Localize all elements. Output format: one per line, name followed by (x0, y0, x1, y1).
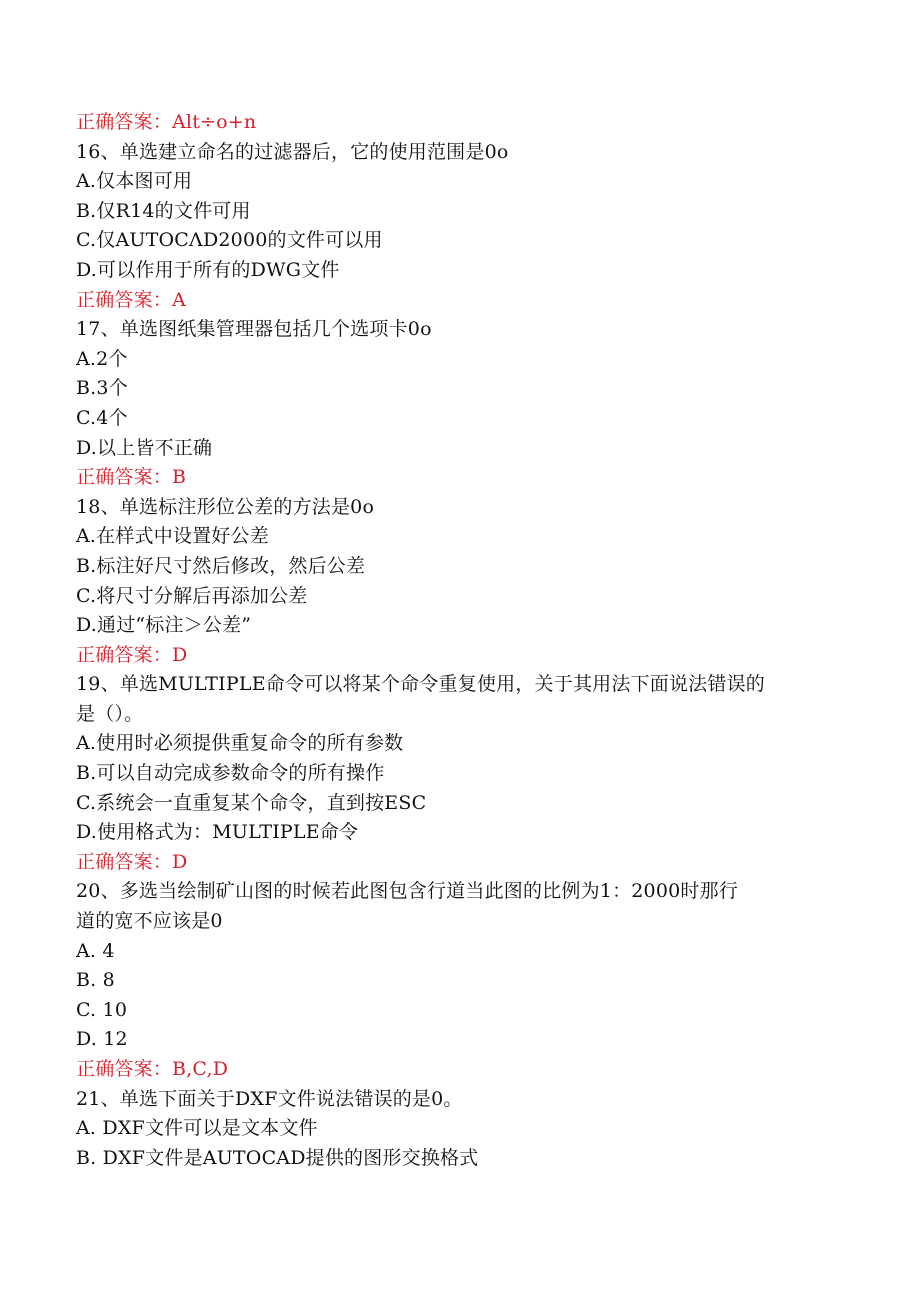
option-line: C.仅AUTOCΛD2000的文件可以用 (76, 229, 383, 252)
option-line: B.仅R14的文件可用 (76, 199, 251, 222)
answer-line: 正确答案：B (76, 466, 187, 489)
answer-line: 正确答案：A (76, 288, 186, 311)
question-line: 16、单选建立命名的过滤器后，它的使用范围是0o (76, 140, 509, 163)
option-line: B. DXF文件是AUTOCAD提供的图形交换格式 (76, 1146, 479, 1169)
option-line: A.使用时必须提供重复命令的所有参数 (76, 732, 404, 755)
option-line: C.将尺寸分解后再添加公差 (76, 584, 308, 607)
option-line: A. 4 (76, 939, 115, 962)
question-line: 道的宽不应该是0 (76, 910, 223, 933)
option-line: C. 10 (76, 998, 128, 1021)
option-line: D.可以作用于所有的DWG文件 (76, 258, 340, 281)
answer-line: 正确答案：Alt÷o+n (76, 111, 257, 133)
option-line: B.可以自动完成参数命令的所有操作 (76, 762, 385, 785)
option-line: B.3个 (76, 377, 128, 400)
option-line: A. DXF文件可以是文本文件 (76, 1117, 318, 1140)
question-line: 21、单选下面关于DXF文件说法错误的是0。 (76, 1087, 463, 1110)
option-line: C.系统会一直重复某个命令，直到按ESC (76, 791, 427, 814)
option-line: D.使用格式为：MULTIPLE命令 (76, 821, 359, 844)
question-line: 19、单选MULTIPLE命令可以将某个命令重复使用，关于其用法下面说法错误的 (76, 673, 765, 696)
question-line: 18、单选标注形位公差的方法是0o (76, 495, 375, 518)
option-line: B.标注好尺寸然后修改，然后公差 (76, 554, 366, 577)
answer-line: 正确答案：D (76, 850, 188, 873)
option-line: A.在样式中设置好公差 (76, 525, 269, 548)
option-line: B. 8 (76, 969, 115, 992)
option-line: A.2个 (76, 347, 128, 370)
question-line: 是（）。 (76, 702, 144, 725)
document-body (76, 108, 856, 1173)
question-line: 20、多选当绘制矿山图的时候若此图包含行道当此图的比例为1：2000时那行 (76, 880, 739, 903)
answer-line: 正确答案：B,C,D (76, 1058, 229, 1080)
option-line: C.4个 (76, 406, 128, 429)
question-line: 17、单选图纸集管理器包括几个选项卡0o (76, 318, 432, 341)
option-line: D. 12 (76, 1028, 128, 1051)
option-line: D.以上皆不正确 (76, 436, 213, 459)
answer-line: 正确答案：D (76, 643, 188, 666)
option-line: D.通过“标注＞公差” (76, 614, 252, 637)
option-line: A.仅本图可用 (76, 170, 193, 193)
